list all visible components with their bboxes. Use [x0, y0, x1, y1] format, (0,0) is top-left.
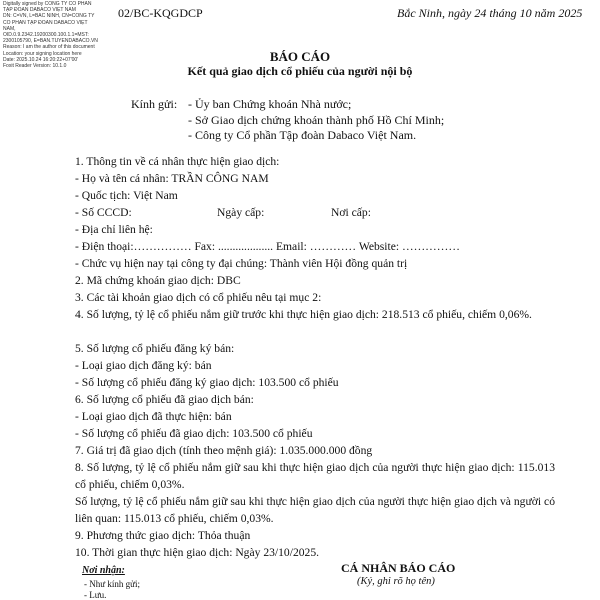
issue-date-label: Ngày cấp: [217, 206, 265, 219]
section-8-a: 8. Số lượng, tỷ lệ cổ phiếu nắm giữ sau khi thực hiện giao dịch của người thực hiện giao dịch: 115.013 cổ phiếu, chiếm 0,03%. [75, 461, 555, 491]
section-2: 2. Mã chứng khoán giao dịch: DBC [75, 274, 241, 287]
stamp-line: NAM, [3, 25, 16, 32]
date-line: Bắc Ninh, ngày 24 tháng 10 năm 2025 [397, 6, 583, 20]
section-9: 9. Phương thức giao dịch: Thỏa thuận [75, 529, 251, 542]
signature-subtitle: (Ký, ghi rõ họ tên) [357, 576, 435, 587]
position-line: - Chức vụ hiện nay tại công ty đại chúng: Thành viên Hội đồng quản trị [75, 257, 408, 270]
stamp-line: Date: 2025.10.24 16:20:22+07'00' [3, 56, 79, 63]
section-8-b: Số lượng, tỷ lệ cổ phiếu nắm giữ sau khi thực hiện giao dịch của người thực hiện giao dịch và người có liên quan: 115.013 cổ phiếu, chiếm 0,03%. [75, 495, 555, 525]
page-subtitle: Kết quả giao dịch cổ phiếu của người nội bộ [187, 64, 413, 78]
contact-line: - Điện thoại:…………… Fax: ................... Email: ………… Website: …………… [75, 240, 460, 253]
stamp-line: 2300105790, E=BAN.TUYENDABACO.VN [3, 38, 98, 45]
stamp-line: TẬP ĐOÀN DABACO VIỆT NAM [3, 7, 76, 14]
stamp-line: Foxit Reader Version: 10.1.0 [3, 63, 67, 70]
recipient: - Sở Giao dịch chứng khoán thành phố Hồ Chí Minh; [188, 113, 445, 127]
cccd-label: - Số CCCD: [75, 206, 132, 219]
section-6-heading: 6. Số lượng cổ phiếu đã giao dịch bán: [75, 393, 254, 406]
name-line: - Họ và tên cá nhân: TRẦN CÔNG NAM [75, 172, 269, 185]
stamp-line: Location: your signing location here [3, 50, 82, 57]
section-5-heading: 5. Số lượng cổ phiếu đăng ký bán: [75, 342, 235, 355]
noi-nhan-label: Nơi nhận: [82, 565, 125, 576]
section-6-qty: - Số lượng cổ phiếu đã giao dịch: 103.500 cổ phiếu [75, 427, 313, 440]
recipient: - Công ty Cổ phần Tập đoàn Dabaco Việt Nam. [188, 128, 417, 142]
document-number: 02/BC-KQGDCP [118, 6, 203, 20]
nationality-line: - Quốc tịch: Việt Nam [75, 189, 178, 202]
section-5-qty: - Số lượng cổ phiếu đăng ký giao dịch: 103.500 cổ phiếu [75, 376, 339, 389]
section-5-type: - Loại giao dịch đăng ký: bán [75, 359, 212, 372]
stamp-line: CỔ PHẦN TẬP ĐOÀN DABACO VIỆT [3, 19, 88, 26]
stamp-line: OID.0.9.2342.19200300.100.1.1=MST: [3, 32, 89, 39]
section-7: 7. Giá trị đã giao dịch (tính theo mệnh giá): 1.035.000.000 đồng [75, 444, 373, 457]
section-3: 3. Các tài khoản giao dịch có cổ phiếu nêu tại mục 2: [75, 291, 322, 304]
issue-place-label: Nơi cấp: [331, 206, 371, 219]
page-title: BÁO CÁO [269, 49, 331, 64]
noi-nhan-item: - Lưu. [84, 590, 107, 600]
section-1-heading: 1. Thông tin về cá nhân thực hiện giao dịch: [75, 155, 280, 168]
stamp-line: Digitally signed by CÔNG TY CỔ PHẦN [3, 1, 92, 7]
section-10: 10. Thời gian thực hiện giao dịch: Ngày 23/10/2025. [75, 546, 320, 559]
signature-title: CÁ NHÂN BÁO CÁO [341, 561, 456, 575]
section-4: 4. Số lượng, tỷ lệ cổ phiếu nắm giữ trước khi thực hiện giao dịch: 218.513 cổ phiếu, chiếm 0,06%. [75, 308, 532, 321]
recipient: - Ủy ban Chứng khoán Nhà nước; [188, 97, 352, 111]
section-6-type: - Loại giao dịch đã thực hiện: bán [75, 410, 232, 423]
stamp-line: Reason: I am the author of this document [3, 44, 95, 51]
kinh-gui-label: Kính gửi: [131, 97, 178, 111]
noi-nhan-item: - Như kính gửi; [84, 579, 141, 589]
stamp-line: DN: C=VN, L=BẮC NINH, CN=CÔNG TY [3, 13, 95, 20]
address-line: - Địa chỉ liên hệ: [75, 223, 153, 236]
